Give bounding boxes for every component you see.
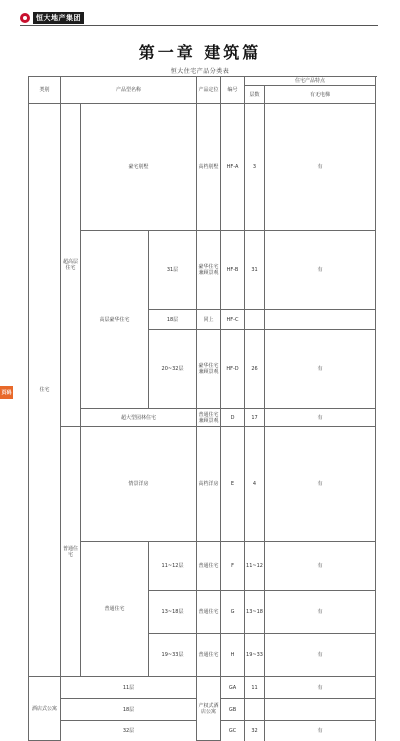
- positioning-cell: 产权式酒店公寓: [197, 677, 221, 741]
- floors-cell: 26: [245, 330, 265, 409]
- floors-cell: [245, 699, 265, 721]
- category-serviced-apartment: 酒店式公寓: [29, 677, 61, 741]
- code-cell: GA: [221, 677, 245, 699]
- elevator-cell: 有: [265, 591, 376, 634]
- code-cell: HF-A: [221, 104, 245, 231]
- positioning-cell: 普通住宅兼顾景观: [197, 409, 221, 427]
- category-residential: 住宅: [29, 104, 61, 677]
- product-name-cell: 超大型园林住宅: [81, 409, 197, 427]
- floors-cell: 4: [245, 427, 265, 542]
- positioning-cell: 普通住宅: [197, 634, 221, 677]
- elevator-cell: 有: [265, 677, 376, 699]
- header-rule: [20, 25, 378, 26]
- code-cell: F: [221, 542, 245, 591]
- table-row: [29, 104, 376, 231]
- subcategory-super-highrise: 超高层住宅: [61, 104, 81, 427]
- product-name-cell: 18层: [61, 699, 197, 721]
- table-row: [29, 427, 376, 542]
- code-cell: HF-C: [221, 310, 245, 330]
- product-name-cell: 11层: [61, 677, 197, 699]
- floors-cell: 32: [245, 721, 265, 741]
- elevator-cell: 有: [265, 634, 376, 677]
- header-floors: 层数: [245, 86, 265, 104]
- product-name-cell: 31层: [149, 231, 197, 310]
- floors-cell: 31: [245, 231, 265, 310]
- code-cell: HF-B: [221, 231, 245, 310]
- positioning-cell: 同上: [197, 310, 221, 330]
- code-cell: HF-D: [221, 330, 245, 409]
- positioning-cell: 豪华住宅兼顾景观: [197, 330, 221, 409]
- table-title: 恒大住宅产品分类表: [170, 68, 230, 75]
- logo-mark-icon: [20, 13, 30, 23]
- product-name-cell: 20~32层: [149, 330, 197, 409]
- header-elevator: 有无电梯: [265, 86, 376, 104]
- positioning-cell: 豪华住宅兼顾景观: [197, 231, 221, 310]
- floors-cell: 11~12: [245, 542, 265, 591]
- page-badge: 页码: [0, 386, 13, 399]
- floors-cell: 11: [245, 677, 265, 699]
- floors-cell: 3: [245, 104, 265, 231]
- code-cell: D: [221, 409, 245, 427]
- table-row: [29, 677, 376, 699]
- elevator-cell: [265, 310, 376, 330]
- header-features-group: 住宅产品特点: [245, 77, 376, 86]
- header-product-positioning: 产品定位: [197, 77, 221, 104]
- positioning-cell: 高档洋房: [197, 427, 221, 542]
- product-name-cell: 32层: [61, 721, 197, 741]
- floors-cell: 19~33: [245, 634, 265, 677]
- elevator-cell: 有: [265, 330, 376, 409]
- positioning-cell: 普通住宅: [197, 591, 221, 634]
- product-name-cell: 豪宅别墅: [81, 104, 197, 231]
- code-cell: H: [221, 634, 245, 677]
- product-name-cell: 19~33层: [149, 634, 197, 677]
- product-name-cell: 11~12层: [149, 542, 197, 591]
- code-cell: GC: [221, 721, 245, 741]
- elevator-cell: 有: [265, 104, 376, 231]
- positioning-cell: 高档别墅: [197, 104, 221, 231]
- floors-cell: 13~18: [245, 591, 265, 634]
- code-cell: G: [221, 591, 245, 634]
- elevator-cell: 有: [265, 721, 376, 741]
- subgroup-regular-residential: 普通住宅: [81, 542, 149, 677]
- code-cell: E: [221, 427, 245, 542]
- header-code: 编号: [221, 77, 245, 104]
- product-name-cell: 18层: [149, 310, 197, 330]
- elevator-cell: 有: [265, 409, 376, 427]
- elevator-cell: [265, 699, 376, 721]
- floors-cell: [245, 310, 265, 330]
- elevator-cell: 有: [265, 542, 376, 591]
- product-name-cell: 13~18层: [149, 591, 197, 634]
- logo-text: 恒大地产集团: [33, 12, 84, 24]
- table-row: [29, 542, 376, 591]
- elevator-cell: 有: [265, 231, 376, 310]
- header-category: 类别: [29, 77, 61, 104]
- chapter-title: 第一章 建筑篇: [138, 43, 262, 62]
- company-logo: [20, 12, 84, 24]
- subcategory-regular: 普通住宅: [61, 427, 81, 677]
- code-cell: GB: [221, 699, 245, 721]
- header-product-name: 产品型名称: [61, 77, 197, 104]
- elevator-cell: 有: [265, 427, 376, 542]
- floors-cell: 17: [245, 409, 265, 427]
- table-row: [29, 231, 376, 310]
- product-name-cell: 情景洋房: [81, 427, 197, 542]
- product-classification-table: [28, 76, 376, 741]
- positioning-cell: 普通住宅: [197, 542, 221, 591]
- table-row: [29, 409, 376, 427]
- subgroup-luxury-highrise: 高层豪华住宅: [81, 231, 149, 409]
